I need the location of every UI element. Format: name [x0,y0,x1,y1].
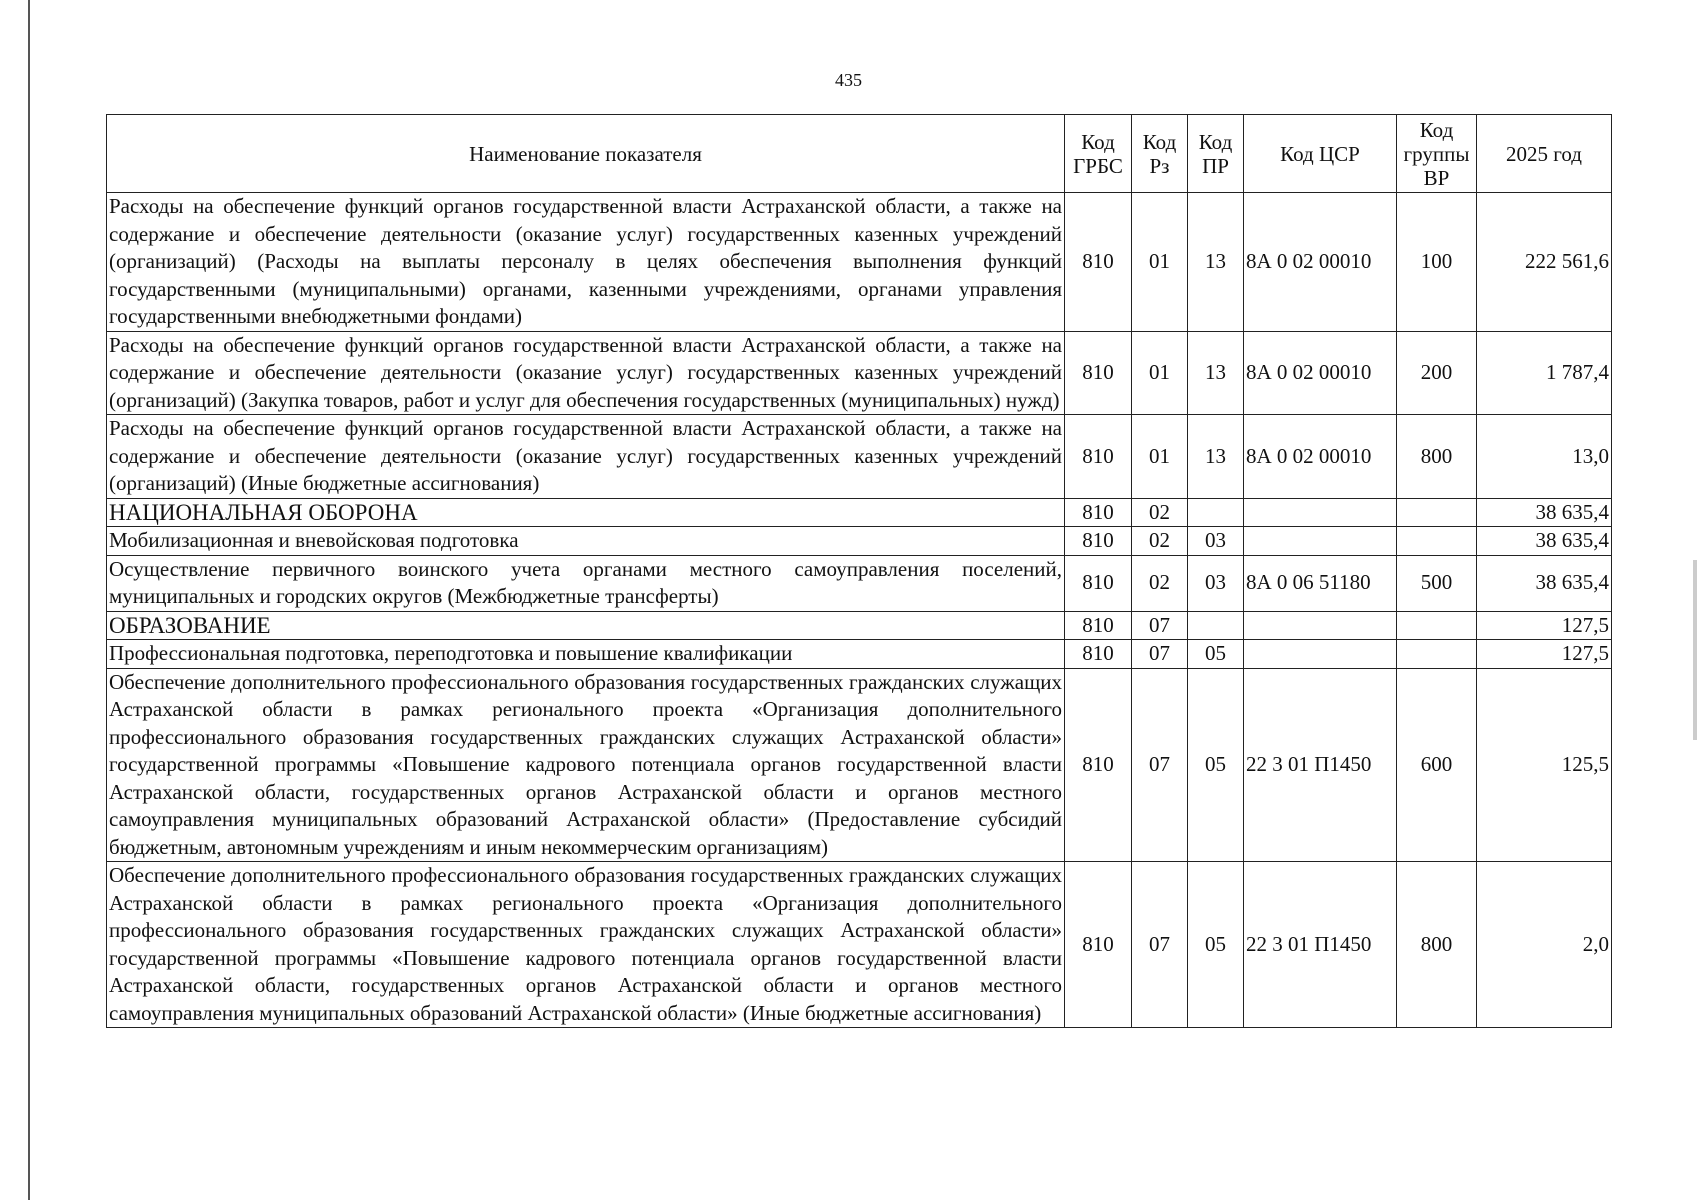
row-name: ОБРАЗОВАНИЕ [107,611,1065,640]
row-rz: 01 [1132,331,1188,415]
row-pr [1188,498,1244,527]
row-grbs: 810 [1065,193,1132,332]
table-row [107,193,1612,332]
row-pr: 13 [1188,415,1244,499]
row-vr: 100 [1397,193,1477,332]
row-csr [1244,640,1397,669]
row-rz: 01 [1132,193,1188,332]
header-year: 2025 год [1477,115,1612,193]
table-row [107,668,1612,862]
row-grbs: 810 [1065,415,1132,499]
row-csr: 22 3 01 П1450 [1244,862,1397,1028]
row-pr: 13 [1188,193,1244,332]
row-name: Расходы на обеспечение функций органов государственной власти Астраханской области, а также на содержание и обеспечение деятельности (оказание услуг) государственных казенных учреждений (организаций) (Иные бюджетные ассигнования) [107,415,1065,499]
budget-table [106,114,1612,1028]
header-vr: Код группы ВР [1397,115,1477,193]
row-vr: 200 [1397,331,1477,415]
row-amount: 38 635,4 [1477,498,1612,527]
row-amount: 127,5 [1477,611,1612,640]
table-row [107,331,1612,415]
row-rz: 02 [1132,498,1188,527]
row-amount: 127,5 [1477,640,1612,669]
table-row [107,415,1612,499]
row-name: Расходы на обеспечение функций органов государственной власти Астраханской области, а также на содержание и обеспечение деятельности (оказание услуг) государственных казенных учреждений (организаций) (Закупка товаров, работ и услуг для обеспечения государственных (муниципальных) нужд) [107,331,1065,415]
row-vr [1397,611,1477,640]
row-csr: 8А 0 02 00010 [1244,331,1397,415]
scan-edge-mark [1693,560,1697,740]
row-grbs: 810 [1065,527,1132,556]
row-name: Обеспечение дополнительного профессионального образования государственных гражданских служащих Астраханской области в рамках регионального проекта «Организация дополнительного профессионального образования государственных гражданских служащих Астраханской области» государственной программы «Повышение кадрового потенциала органов государственной власти Астраханской области, государственных органов Астраханской области и органов местного самоуправления муниципальных образований Астраханской области» (Предоставление субсидий бюджетным, автономным учреждениям и иным некоммерческим организациям) [107,668,1065,862]
row-csr [1244,527,1397,556]
row-rz: 07 [1132,668,1188,862]
row-vr: 500 [1397,555,1477,611]
row-rz: 07 [1132,640,1188,669]
row-csr [1244,498,1397,527]
row-amount: 222 561,6 [1477,193,1612,332]
row-name: Осуществление первичного воинского учета органами местного самоуправления поселений, муниципальных и городских округов (Межбюджетные трансферты) [107,555,1065,611]
row-vr [1397,640,1477,669]
row-grbs: 810 [1065,331,1132,415]
row-pr: 05 [1188,640,1244,669]
table-row-section [107,498,1612,527]
row-csr: 22 3 01 П1450 [1244,668,1397,862]
row-rz: 01 [1132,415,1188,499]
table-row-section [107,611,1612,640]
row-grbs: 810 [1065,640,1132,669]
table-row [107,527,1612,556]
header-name: Наименование показателя [107,115,1065,193]
table-header-row [107,115,1612,193]
row-pr: 05 [1188,862,1244,1028]
header-csr: Код ЦСР [1244,115,1397,193]
row-csr: 8А 0 02 00010 [1244,193,1397,332]
row-pr: 13 [1188,331,1244,415]
row-name: Профессиональная подготовка, переподготовка и повышение квалификации [107,640,1065,669]
row-csr [1244,611,1397,640]
row-name: Мобилизационная и вневойсковая подготовка [107,527,1065,556]
row-grbs: 810 [1065,555,1132,611]
row-vr: 800 [1397,415,1477,499]
row-pr: 03 [1188,555,1244,611]
row-grbs: 810 [1065,668,1132,862]
row-grbs: 810 [1065,611,1132,640]
row-rz: 07 [1132,862,1188,1028]
row-name: НАЦИОНАЛЬНАЯ ОБОРОНА [107,498,1065,527]
row-rz: 02 [1132,527,1188,556]
row-grbs: 810 [1065,498,1132,527]
page-number: 435 [835,70,862,90]
row-amount: 2,0 [1477,862,1612,1028]
row-grbs: 810 [1065,862,1132,1028]
row-vr [1397,498,1477,527]
row-pr [1188,611,1244,640]
row-amount: 1 787,4 [1477,331,1612,415]
header-grbs: Код ГРБС [1065,115,1132,193]
table-row [107,640,1612,669]
table-row [107,862,1612,1028]
row-csr: 8А 0 02 00010 [1244,415,1397,499]
row-csr: 8А 0 06 51180 [1244,555,1397,611]
row-rz: 07 [1132,611,1188,640]
row-amount: 13,0 [1477,415,1612,499]
table-row [107,555,1612,611]
header-rz: Код Рз [1132,115,1188,193]
row-amount: 125,5 [1477,668,1612,862]
binding-edge-line [28,0,30,1200]
row-vr: 600 [1397,668,1477,862]
header-pr: Код ПР [1188,115,1244,193]
row-vr [1397,527,1477,556]
row-vr: 800 [1397,862,1477,1028]
row-name: Расходы на обеспечение функций органов государственной власти Астраханской области, а также на содержание и обеспечение деятельности (оказание услуг) государственных казенных учреждений (организаций) (Расходы на выплаты персоналу в целях обеспечения выполнения функций государственными (муниципальными) органами, казенными учреждениями, органами управления государственными внебюджетными фондами) [107,193,1065,332]
row-rz: 02 [1132,555,1188,611]
row-pr: 05 [1188,668,1244,862]
row-pr: 03 [1188,527,1244,556]
row-amount: 38 635,4 [1477,555,1612,611]
row-amount: 38 635,4 [1477,527,1612,556]
row-name: Обеспечение дополнительного профессионального образования государственных гражданских служащих Астраханской области в рамках регионального проекта «Организация дополнительного профессионального образования государственных гражданских служащих Астраханской области» государственной программы «Повышение кадрового потенциала органов государственной власти Астраханской области, государственных органов Астраханской области и органов местного самоуправления муниципальных образований Астраханской области» (Иные бюджетные ассигнования) [107,862,1065,1028]
